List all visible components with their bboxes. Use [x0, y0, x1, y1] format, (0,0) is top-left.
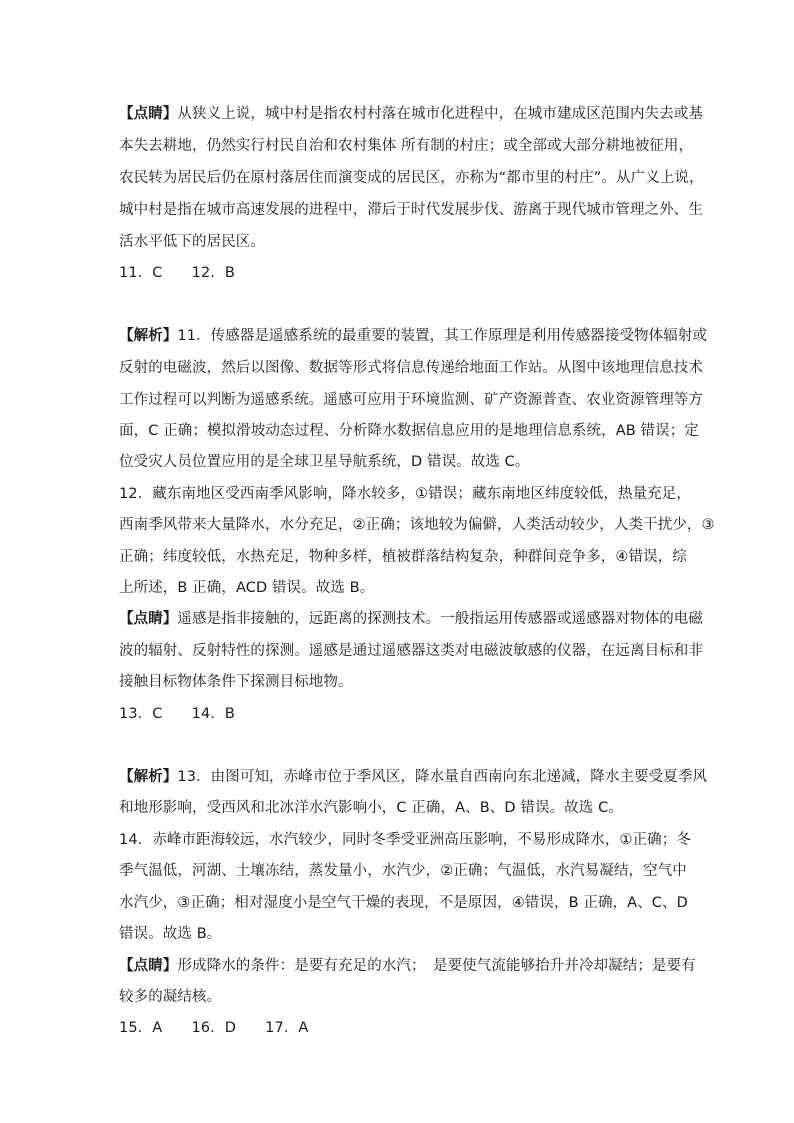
- dianjing-tag: 【点睛】: [119, 958, 178, 974]
- jiexi-tag: 【解析】: [119, 769, 178, 785]
- answer-line: 13．C 14．B: [119, 706, 235, 722]
- jiexi-line: 错误。故选 B。: [119, 926, 222, 942]
- jiexi-line: 位受灾人员位置应用的是全球卫星导航系统，D 错误。故选 C。: [119, 454, 530, 470]
- dianjing-line: 接触目标物体条件下探测目标地物。: [119, 674, 353, 690]
- jiexi-line: 工作过程可以判断为遥感系统。遥感可应用于环境监测、矿产资源普查、农业资源管理等方: [119, 392, 703, 408]
- jiexi-line: 反射的电磁波，然后以图像、数据等形式将信息传递给地面工作站。从图中该地理信息技术: [119, 360, 703, 376]
- jiexi-line: 水汽少，③正确；相对湿度小是空气干燥的表现，不是原因，④错误，B 正确，A、C、D: [119, 895, 688, 911]
- dianjing-line: 较多的凝结核。: [119, 989, 222, 1005]
- jiexi-line: 【解析】13．由图可知，赤峰市位于季风区，降水量自西南向东北递减，降水主要受夏季风: [119, 769, 708, 785]
- jiexi-line: 上所述，B 正确，ACD 错误。故选 B。: [119, 580, 375, 596]
- jiexi-line: 西南季风带来大量降水，水分充足，②正确；该地较为偏僻，人类活动较少，人类干扰少，③: [119, 517, 715, 533]
- answer-line: 15．A 16．D 17．A: [119, 1020, 309, 1036]
- jiexi-line: 14．赤峰市距海较远，水汽较少，同时冬季受亚洲高压影响，不易形成降水，①正确；冬: [119, 832, 691, 848]
- jiexi-line: 季气温低，河湖、土壤冻结，蒸发量小，水汽少，②正确；气温低，水汽易凝结，空气中: [119, 863, 687, 879]
- dianjing-line: 【点睛】遥感是指非接触的，远距离的探测技术。一般指运用传感器或遥感器对物体的电磁: [119, 611, 704, 627]
- dianjing-tag: 【点睛】: [119, 106, 178, 122]
- dianjing-line: 农民转为居民后仍在原村落居住而演变成的居民区，亦称为“都市里的村庄”。从广义上说，: [119, 170, 704, 186]
- dianjing-line: 本失去耕地，仍然实行村民自治和农村集体 所有制的村庄；或全部或大部分耕地被征用，: [119, 138, 694, 154]
- jiexi-line: 和地形影响，受西风和北冰洋水汽影响小，C 正确，A、B、D 错误。故选 C。: [119, 800, 623, 816]
- jiexi-line: 【解析】11．传感器是遥感系统的最重要的装置，其工作原理是利用传感器接受物体辐射或: [119, 328, 708, 344]
- dianjing-tag: 【点睛】: [119, 611, 178, 627]
- answer-line: 11．C 12．B: [119, 265, 235, 281]
- jiexi-line: 12．藏东南地区受西南季风影响，降水较多，①错误；藏东南地区纬度较低，热量充足，: [119, 486, 691, 502]
- dianjing-line: 活水平低下的居民区。: [119, 234, 265, 250]
- jiexi-tag: 【解析】: [119, 328, 178, 344]
- dianjing-line: 波的辐射、反射特性的探测。遥感是通过遥感器这类对电磁波敏感的仪器，在远离目标和非: [119, 643, 703, 659]
- jiexi-line: 面，C 正确；模拟滑坡动态过程、分析降水数据信息应用的是地理信息系统，AB 错误；定: [119, 423, 699, 439]
- dianjing-line: 【点睛】从狭义上说，城中村是指农村村落在城市化进程中，在城市建成区范围内失去或基: [119, 106, 704, 122]
- dianjing-line: 城中村是指在城市高速发展的进程中，滞后于时代发展步伐、游离于现代城市管理之外、生: [119, 202, 703, 218]
- dianjing-line: 【点睛】形成降水的条件：是要有充足的水汽； 是要使气流能够抬升并冷却凝结；是要有: [119, 958, 696, 974]
- jiexi-line: 正确；纬度较低，水热充足，物种多样，植被群落结构复杂，种群间竞争多，④错误，综: [119, 549, 687, 565]
